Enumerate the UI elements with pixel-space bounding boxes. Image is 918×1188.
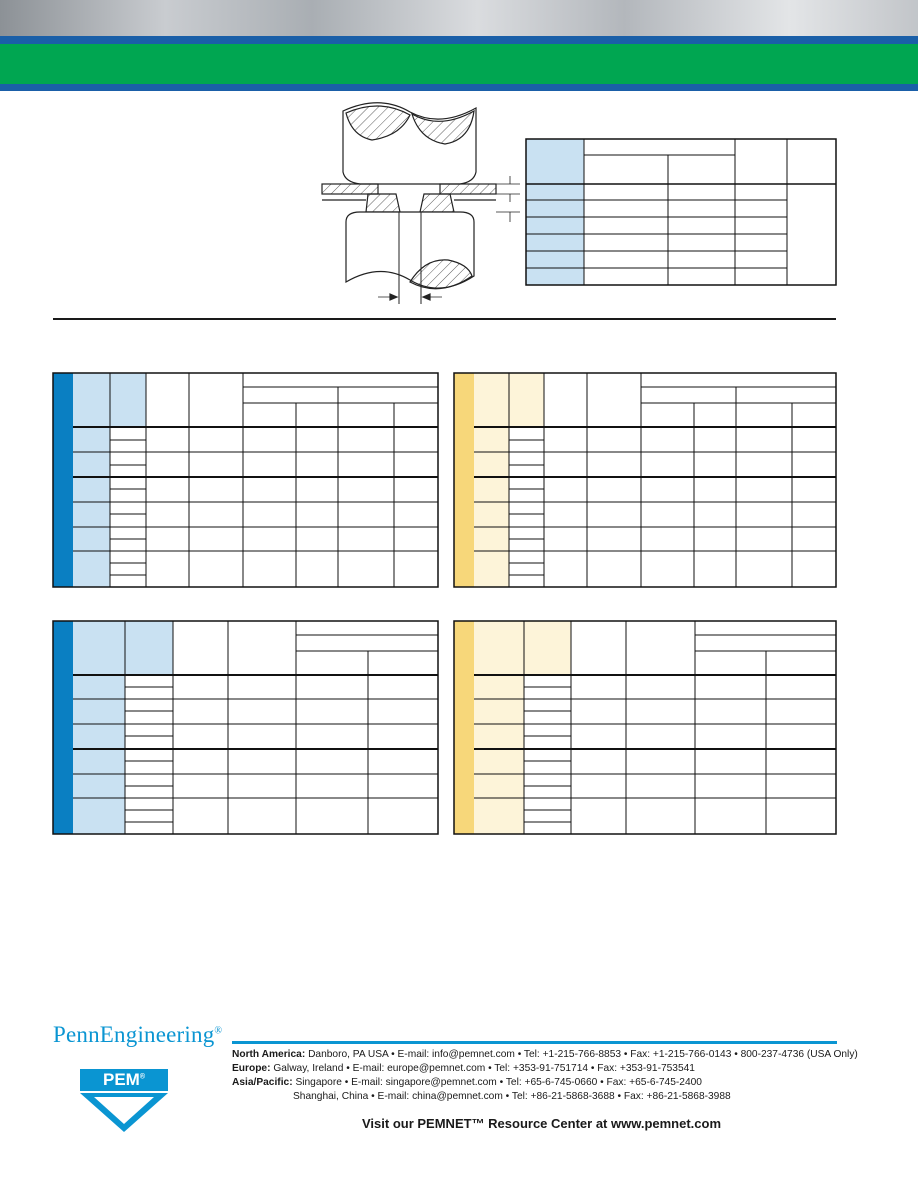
registered-mark: ® bbox=[214, 1025, 223, 1037]
sheet-right bbox=[440, 184, 496, 194]
nut-right bbox=[420, 194, 454, 212]
contact-shanghai: Shanghai, China • E-mail: china@pemnet.com • Tel: +86-21-5868-3688 • Fax: +86-21-5868-3988 bbox=[293, 1091, 731, 1102]
hole-size-table bbox=[526, 139, 836, 285]
section-divider bbox=[53, 318, 836, 320]
sheet-left bbox=[322, 184, 378, 194]
dimension-table-yellow-bottom bbox=[454, 621, 836, 834]
company-name: PennEngineering bbox=[53, 1022, 215, 1047]
dimension-table-blue-bottom bbox=[53, 621, 438, 834]
contact-north-america: North America: Danboro, PA USA • E-mail: info@pemnet.com • Tel: +1-215-766-8853 • Fax: +1-215-766-0143 • 800-237-4736 (USA Only) bbox=[232, 1049, 858, 1060]
company-logo bbox=[53, 1022, 222, 1048]
nut-left bbox=[366, 194, 400, 212]
dimension-table-blue-top bbox=[53, 373, 438, 587]
installation-diagram bbox=[322, 103, 520, 304]
dimension-table-yellow-top bbox=[454, 373, 836, 587]
contact-asia-pacific: Asia/Pacific: Singapore • E-mail: singapore@pemnet.com • Tel: +65-6-745-0660 • Fax: +65-6-745-2400 bbox=[232, 1077, 702, 1088]
resource-center-link[interactable]: Visit our PEMNET™ Resource Center at www.pemnet.com bbox=[362, 1116, 722, 1131]
pem-logo-text: PEM® bbox=[102, 1070, 145, 1089]
footer-rule bbox=[232, 1041, 837, 1044]
contact-europe: Europe: Galway, Ireland • E-mail: europe@pemnet.com • Tel: +353-91-751714 • Fax: +353-91-753541 bbox=[232, 1063, 695, 1074]
